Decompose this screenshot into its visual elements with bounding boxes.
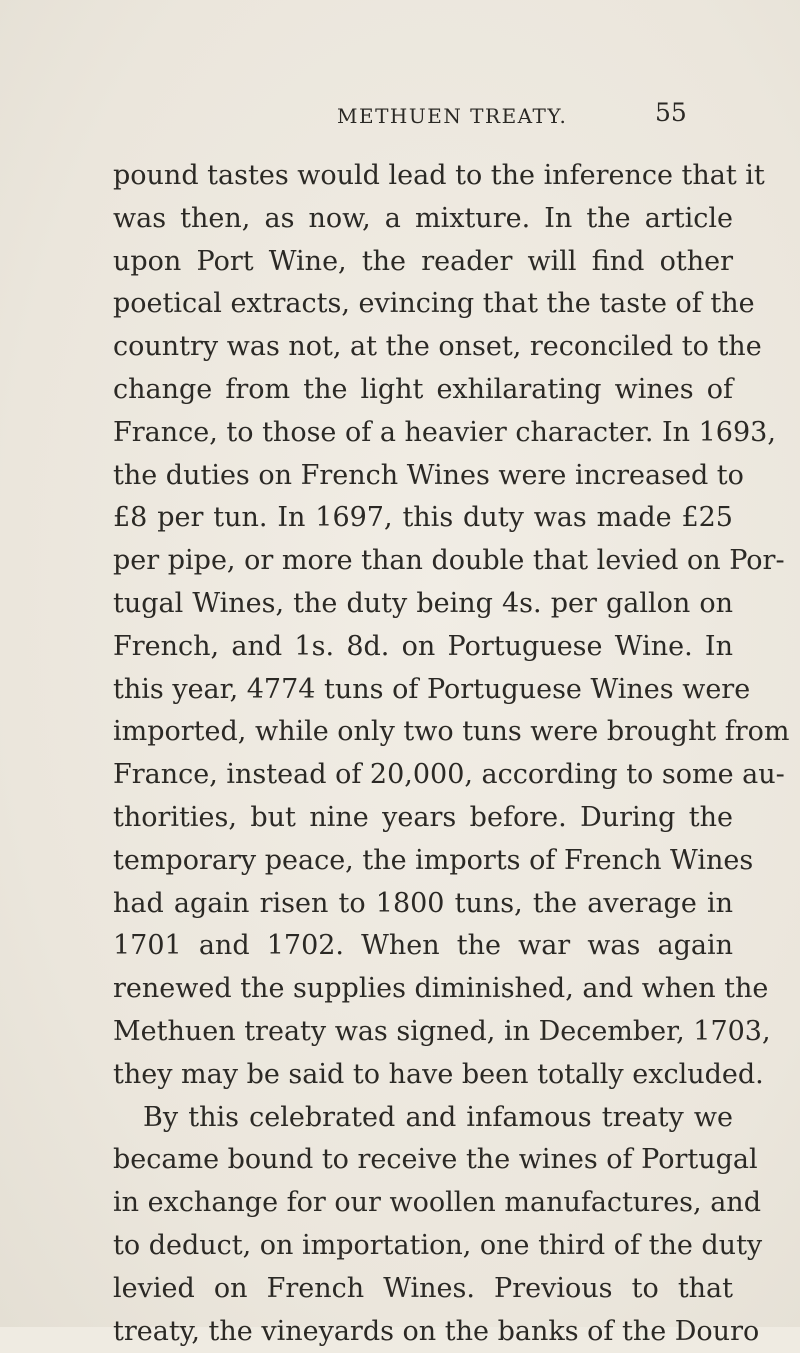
text-line: treaty, the vineyards on the banks of the Douro: [113, 1315, 760, 1347]
text-line: renewed the supplies diminished, and when the: [113, 973, 769, 1005]
text-line: country was not, at the onset, reconciled to the: [113, 331, 762, 363]
page-header: [0, 98, 800, 134]
text-line: poetical extracts, evincing that the taste of the: [113, 288, 755, 320]
text-line: imported, while only two tuns were brought from: [113, 716, 790, 748]
text-line: change from the light exhilarating wines of: [113, 373, 733, 405]
text-line: levied on French Wines. Previous to that: [113, 1272, 733, 1304]
text-line: the duties on French Wines were increased to: [113, 459, 744, 491]
body-text: [113, 155, 790, 1353]
text-line: 1701 and 1702. When the war was again: [113, 930, 733, 962]
text-line: French, and 1s. 8d. on Portuguese Wine. In: [113, 630, 733, 662]
text-line: per pipe, or more than double that levied on Por-: [113, 545, 785, 577]
text-line: had again risen to 1800 tuns, the average in: [113, 887, 733, 919]
text-line: to deduct, on importation, one third of the duty: [113, 1229, 763, 1261]
text-line: France, instead of 20,000, according to some au-: [113, 759, 785, 791]
text-line: tugal Wines, the duty being 4s. per gallon on: [113, 587, 733, 619]
text-line: in exchange for our woollen manufactures, and: [113, 1187, 761, 1219]
text-line: they may be said to have been totally excluded.: [113, 1058, 764, 1090]
text-line: became bound to receive the wines of Portugal: [113, 1144, 758, 1176]
text-line: By this celebrated and infamous treaty we: [143, 1101, 733, 1133]
text-line: France, to those of a heavier character. In 1693,: [113, 416, 776, 448]
text-line: temporary peace, the imports of French Wines: [113, 844, 754, 876]
text-line: upon Port Wine, the reader will find other: [113, 245, 733, 277]
running-head: METHUEN TREATY.: [337, 104, 568, 128]
text-line: £8 per tun. In 1697, this duty was made £25: [113, 502, 733, 534]
text-line: Methuen treaty was signed, in December, 1703,: [113, 1015, 771, 1047]
page-number: 55: [655, 98, 687, 127]
text-line: thorities, but nine years before. During the: [113, 801, 733, 833]
text-line: this year, 4774 tuns of Portuguese Wines were: [113, 673, 751, 705]
text-line: was then, as now, a mixture. In the article: [113, 202, 733, 234]
text-line: pound tastes would lead to the inference that it: [113, 160, 765, 191]
